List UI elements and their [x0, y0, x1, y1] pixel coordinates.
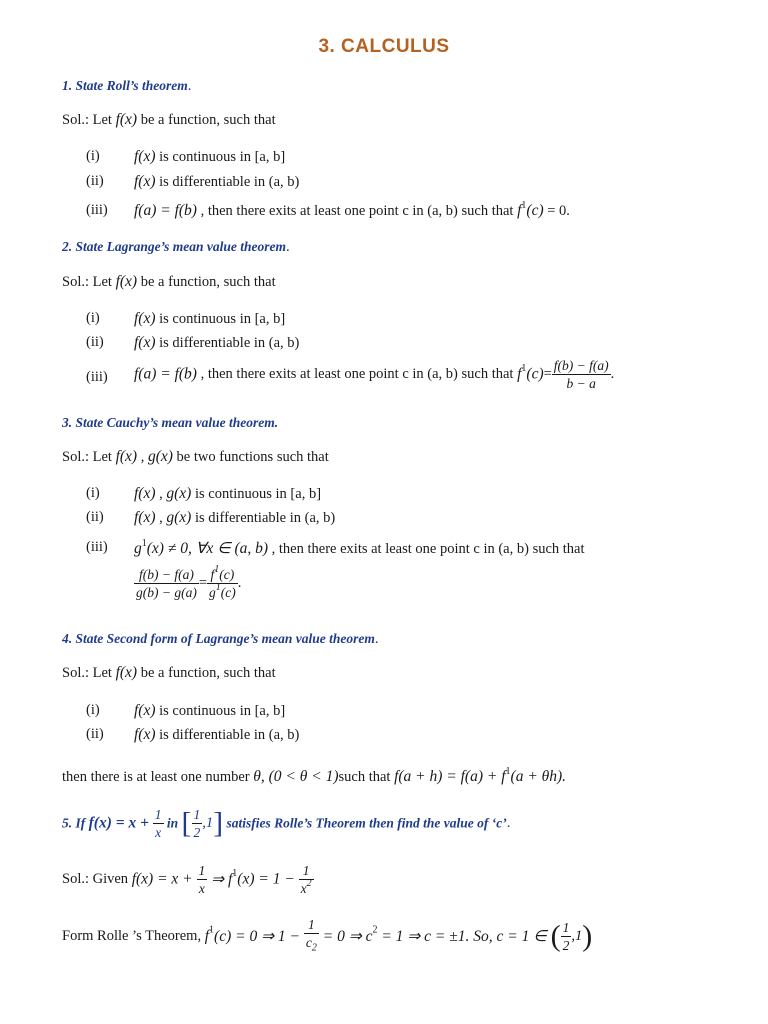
- q3-period: .: [237, 575, 242, 591]
- q5-rolle-frac-num: 1: [304, 916, 319, 934]
- q5-rolle-frac-den: [304, 934, 319, 957]
- q3-left-num: f(b) − f(a): [134, 566, 199, 584]
- q3-formula: [134, 566, 241, 601]
- q2-fraction: [552, 357, 611, 392]
- q5-fx-eq: f(x) = x +: [88, 814, 153, 832]
- q3-fraction-left: [134, 566, 199, 601]
- q5-c-sub: 2: [311, 942, 317, 954]
- q5-rolle-f: f: [204, 927, 210, 945]
- q5-implies: ⇒ f: [207, 871, 233, 888]
- q2-denominator: b − a: [566, 376, 596, 391]
- q4-sol-prefix: Sol.: Let: [62, 665, 116, 681]
- q1-cond-ii-text: is differentiable in (a, b): [155, 174, 300, 190]
- q3-right-num-c: (c): [219, 567, 235, 582]
- q5-rolle-a: (c) = 0 ⇒ 1 −: [214, 927, 304, 945]
- q2-label-iii: (iii): [86, 369, 108, 385]
- q1-fa-eq-fb: f(a) = f(b): [134, 202, 197, 219]
- question-4: [62, 631, 379, 648]
- q2-label-ii: (ii): [86, 334, 104, 350]
- q4-cond-i-fx: f(x): [134, 702, 156, 719]
- q1-label-ii: (ii): [86, 173, 104, 189]
- q5-rolle-rparen: ): [582, 919, 593, 953]
- q1-zero: = 0.: [547, 203, 570, 219]
- q3-g1x-cond: (x) ≠ 0, ∀x ∈ (a, b): [146, 540, 269, 557]
- q1-sol-prefix: Sol.: Let: [62, 112, 116, 128]
- q5-sol-sup: 1: [232, 867, 238, 879]
- q3-label-iii: (iii): [86, 539, 108, 555]
- q5-sol-frac: [197, 862, 208, 897]
- q3-right-den-c: (c): [220, 585, 236, 600]
- q1-cond-iii: [134, 202, 570, 220]
- q2-cond-ii-fx: f(x): [134, 334, 156, 351]
- q5-rolle-b: = 0 ⇒ c: [318, 927, 373, 945]
- q1-cond-i-fx: f(x): [134, 148, 156, 165]
- q5-period: .: [506, 815, 511, 831]
- q4-theta-cond: θ, (0 < θ < 1): [253, 768, 339, 785]
- q3-cond-iii: [134, 539, 585, 558]
- q2-fx: f(x): [115, 273, 138, 290]
- q4-then-prefix: then there is at least one number: [62, 769, 254, 785]
- q3-cond-ii: [134, 509, 335, 527]
- q2-c: (c): [526, 365, 544, 383]
- q4-cond-ii-fx: f(x): [134, 726, 156, 743]
- q5-rolle-sup: 1: [209, 924, 215, 936]
- question-2-title: 2. State Lagrange’s mean value theorem: [62, 239, 286, 254]
- q4-cond-ii-text: is differentiable in (a, b): [155, 727, 300, 743]
- q2-eq: =: [543, 366, 552, 382]
- q3-gx: g(x): [147, 448, 173, 465]
- q5-rolle-lparen: (: [550, 919, 561, 953]
- q5-half-num: 1: [193, 807, 201, 822]
- q1-cond-ii: [134, 173, 299, 191]
- q5-x: x: [300, 881, 307, 896]
- q1-c: (c): [526, 202, 544, 219]
- q5-right-bracket: ]: [213, 806, 224, 840]
- q1-exists-text: , then there exits at least one point c in (a, b) such that: [196, 203, 518, 219]
- q1-sup: 1: [521, 200, 527, 211]
- q4-lagrange-tail: (a + θh).: [510, 768, 567, 785]
- q1-cond-i-text: is continuous in [a, b]: [155, 149, 286, 165]
- q1-sol: [62, 111, 276, 129]
- q5-sol-frac-num: 1: [198, 863, 206, 878]
- q2-label-i: (i): [86, 310, 100, 326]
- question-4-title: 4. State Second form of Lagrange’s mean value theorem: [62, 631, 375, 646]
- q5-sol-frac2-den: [299, 880, 314, 897]
- q4-cond-i: [134, 702, 285, 720]
- q5-x-sq: 2: [306, 878, 312, 889]
- page-title: 3. CALCULUS: [318, 36, 450, 57]
- q5-rolle-c: = 1 ⇒ c = ±1. So, c = 1 ∈: [377, 927, 551, 945]
- q5-frac-den: x: [155, 825, 162, 840]
- q2-cond-iii: [134, 357, 614, 392]
- question-3: [62, 415, 278, 432]
- q4-then-suffix: such that: [338, 769, 395, 785]
- q4-cond-ii: [134, 726, 299, 744]
- q3-cond-i-text: is continuous in [a, b]: [191, 486, 322, 502]
- question-4-period: .: [374, 631, 379, 647]
- q5-sol-frac2-num: 1: [299, 862, 314, 880]
- q5-frac-1x: [153, 806, 164, 841]
- q5-rolle: [62, 916, 592, 957]
- q4-label-i: (i): [86, 702, 100, 718]
- q2-numerator: f(b) − f(a): [553, 358, 609, 373]
- q5-sol-frac-den: x: [198, 881, 205, 896]
- q4-then: [62, 768, 566, 786]
- q3-cond-ii-fx: f(x): [134, 509, 156, 526]
- q4-fx: f(x): [115, 664, 138, 681]
- q5-rolle-half: [561, 919, 572, 954]
- q3-right-f: f: [210, 567, 215, 582]
- q3-cond-i: [134, 485, 321, 503]
- q3-exists-text: , then there exits at least one point c in (a, b) such that: [268, 541, 585, 557]
- q3-cond-ii-gx: g(x): [166, 509, 192, 526]
- q3-label-ii: (ii): [86, 509, 104, 525]
- q5-interval-half: [192, 806, 203, 841]
- q1-fx: f(x): [115, 111, 138, 128]
- q2-sol: [62, 273, 276, 291]
- q5-sol-frac2: [299, 862, 314, 897]
- q2-cond-ii-text: is differentiable in (a, b): [155, 335, 300, 351]
- q3-right-g: g: [209, 585, 216, 600]
- q2-cond-i: [134, 310, 285, 328]
- q5-in: in: [163, 815, 182, 831]
- q5-frac-num: 1: [154, 807, 162, 822]
- q3-cond-ii-text: is differentiable in (a, b): [191, 510, 336, 526]
- question-2-period: .: [286, 239, 290, 255]
- q5-left-bracket: [: [181, 806, 192, 840]
- question-3-title: 3. State Cauchy’s mean value theorem.: [62, 415, 279, 430]
- q2-cond-i-fx: f(x): [134, 310, 156, 327]
- q4-lagrange-form: f(a + h) = f(a) + f: [394, 768, 506, 785]
- q1-sol-suffix: be a function, such that: [137, 112, 276, 128]
- q2-sol-suffix: be a function, such that: [137, 274, 276, 290]
- q2-fa-eq-fb: f(a) = f(b): [134, 365, 197, 383]
- question-1-period: .: [187, 78, 192, 94]
- q3-right-den-sup: 1: [215, 582, 221, 593]
- q5-half-den: 2: [193, 825, 201, 840]
- q2-exists-text: , then there exits at least one point c in (a, b) such that: [196, 366, 518, 382]
- q3-cond-i-comma: ,: [155, 486, 167, 502]
- q5-rolle-interval-end: ,1: [571, 927, 583, 944]
- q5-form-prefix: Form Rolle ’s Theorem,: [62, 927, 205, 944]
- q2-cond-ii: [134, 334, 299, 352]
- q1-label-iii: (iii): [86, 202, 108, 218]
- q5-f1x-eq: (x) = 1 −: [237, 870, 299, 888]
- q2-f: f: [517, 365, 522, 383]
- q3-sol-suffix: be two functions such that: [172, 449, 329, 465]
- q5-post: satisfies Rolle’s Theorem then find the value of ‘c’: [223, 815, 507, 831]
- q3-eq: =: [198, 575, 208, 591]
- q3-right-den: [207, 584, 238, 601]
- q3-cond-ii-comma: ,: [155, 510, 167, 526]
- q4-cond-i-text: is continuous in [a, b]: [155, 703, 286, 719]
- q3-cond-i-gx: g(x): [166, 485, 192, 502]
- q5-interval-end: ,1: [202, 815, 214, 831]
- q5-c-sq: 2: [372, 924, 378, 936]
- q1-f: f: [517, 202, 522, 219]
- question-1: [62, 78, 191, 95]
- q4-sol-suffix: be a function, such that: [137, 665, 276, 681]
- q3-sol: [62, 448, 329, 466]
- q3-comma: ,: [137, 449, 148, 465]
- q5-c: c: [305, 935, 312, 950]
- q3-label-i: (i): [86, 485, 100, 501]
- q3-g: g: [134, 540, 142, 557]
- q3-sol-prefix: Sol.: Let: [62, 449, 116, 465]
- q3-fraction-right: [207, 566, 238, 601]
- q5-sol: [62, 862, 314, 897]
- q3-sup: 1: [141, 538, 147, 549]
- question-5: [62, 806, 510, 841]
- q5-rolle-frac: [304, 916, 319, 957]
- q4-label-ii: (ii): [86, 726, 104, 742]
- q2-cond-i-text: is continuous in [a, b]: [155, 311, 286, 327]
- q5-sol-fx: f(x) = x +: [131, 870, 197, 888]
- q3-right-num-sup: 1: [214, 564, 220, 575]
- q4-sol: [62, 664, 276, 682]
- question-2: [62, 239, 290, 256]
- q5-sol-prefix: Sol.: Given: [62, 871, 132, 887]
- q3-fx: f(x): [115, 448, 138, 465]
- q1-cond-i: [134, 148, 285, 166]
- q3-left-den: g(b) − g(a): [136, 585, 197, 600]
- q2-sup: 1: [521, 362, 527, 374]
- q2-sol-prefix: Sol.: Let: [62, 274, 116, 290]
- q5-rolle-half-den: 2: [562, 937, 570, 953]
- q2-period: .: [610, 366, 615, 382]
- q1-label-i: (i): [86, 148, 100, 164]
- q1-cond-ii-fx: f(x): [134, 173, 156, 190]
- q5-rolle-half-num: 1: [562, 919, 570, 935]
- q5-pre: 5. If: [62, 815, 89, 831]
- q3-right-num: [207, 566, 238, 584]
- q4-sup: 1: [505, 766, 511, 777]
- question-1-title: 1. State Roll’s theorem: [62, 78, 188, 93]
- q3-cond-i-fx: f(x): [134, 485, 156, 502]
